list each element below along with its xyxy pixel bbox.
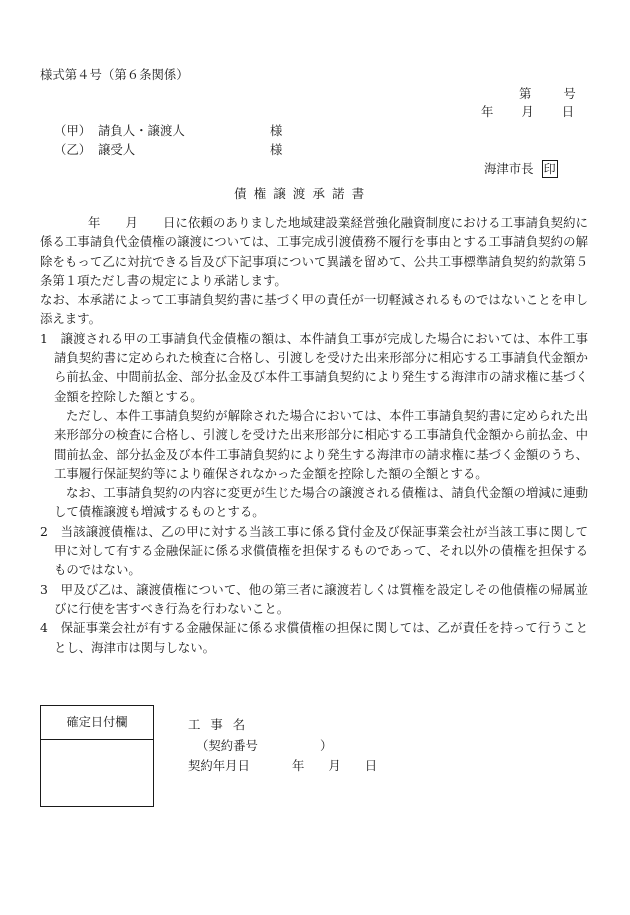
number-go: 号	[563, 86, 576, 101]
issuer	[484, 159, 558, 178]
item-3: 3 甲及び乙は、譲渡債権について、他の第三者に譲渡若しくは質権を設定しその他債権の帰属並びに行使を害すべき行為を行わないこと。	[40, 581, 588, 616]
work-name-label: 工事名	[188, 717, 256, 732]
item-2: 2 当該譲渡債権は、乙の甲に対する当該工事に係る貸付金及び保証事業会社が当該工事に関して甲に対して有する金融保証に係る求償債権を担保するものであって、それ以外の債権を担保するものではない。	[40, 523, 588, 578]
contract-date-month: 月	[328, 758, 341, 773]
item-1-proviso: ただし、本件工事請負契約が解除された場合においては、本件工事請負契約書に定められた出来形部分の検査に合格し、引渡しを受けた出来形部分に相応する工事請負代金額から前払金、中間前払金、部分払金及び本件工事請負契約により発生する海津市の請求権に基づく金額のうち、工事履行保証契約等により確保されなかった金額を控除した額の全額とする。	[54, 407, 588, 481]
note-paragraph: なお、本承諾によって工事請負契約書に基づく甲の責任が一切軽減されるものではないことを申し添えます。	[40, 292, 588, 327]
issue-date-month: 月	[521, 104, 534, 119]
document-title: 債権譲渡承諾書	[234, 186, 372, 201]
issue-date-year: 年	[481, 104, 494, 119]
party-a-honorific: 様	[270, 123, 283, 138]
contract-date-day: 日	[364, 758, 378, 773]
item-4: 4 保証事業会社が有する金融保証に係る求償債権の担保に関しては、乙が責任を持って行うこととし、海津市は関与しない。	[40, 620, 588, 655]
lead-paragraph: 年 月 日に依頼のありました地域建設業経営強化融資制度における工事請負契約に係る工事請負代金債権の譲渡については、工事完成引渡債務不履行を事由とする工事請負契約の解除をもって乙に対抗できる旨及び下記事項について異議を留めて、公共工事標準請負契約約款第５条第１項ただし書の規定により承諾します。	[40, 215, 588, 288]
party-a-label: （甲）	[54, 123, 92, 138]
date-stamp-label: 確定日付欄	[41, 706, 153, 740]
contract-number-close: ）	[319, 738, 333, 753]
item-1: 1 譲渡される甲の工事請負代金債権の額は、本件請負工事が完成した場合においては、本件工事請負契約書に定められた検査に合格し、引渡しを受けた出来形部分に相応する工事請負代金額から前払金、中間前払金、部分払金及び本件工事請負契約により発生する海津市の請求権に基づく金額を控除した額とする。	[40, 330, 588, 404]
party-a-role: 請負人・譲渡人	[98, 123, 185, 138]
number-dai: 第	[519, 86, 532, 101]
issue-date-day: 日	[561, 104, 575, 119]
date-stamp-box	[40, 705, 154, 807]
party-b-honorific: 様	[270, 142, 283, 157]
seal-stamp: 印	[543, 162, 556, 176]
contract-date-label: 契約年月日	[188, 758, 250, 773]
party-b-role: 譲受人	[98, 142, 136, 157]
contract-number	[196, 736, 332, 754]
contract-number-open: （契約番号	[196, 738, 258, 753]
form-number: 様式第４号（第６条関係）	[40, 67, 189, 82]
party-b-label: （乙）	[54, 142, 92, 157]
issue-date	[481, 102, 574, 120]
contract-date	[188, 756, 377, 774]
document-body	[40, 213, 588, 657]
document-number	[519, 84, 576, 102]
contract-date-year: 年	[291, 758, 305, 773]
item-1-change: なお、工事請負契約の内容に変更が生じた場合の譲渡される債権は、請負代金額の増減に連動して債権譲渡も増減するものとする。	[54, 485, 588, 520]
issuer-name: 海津市長	[484, 161, 534, 176]
